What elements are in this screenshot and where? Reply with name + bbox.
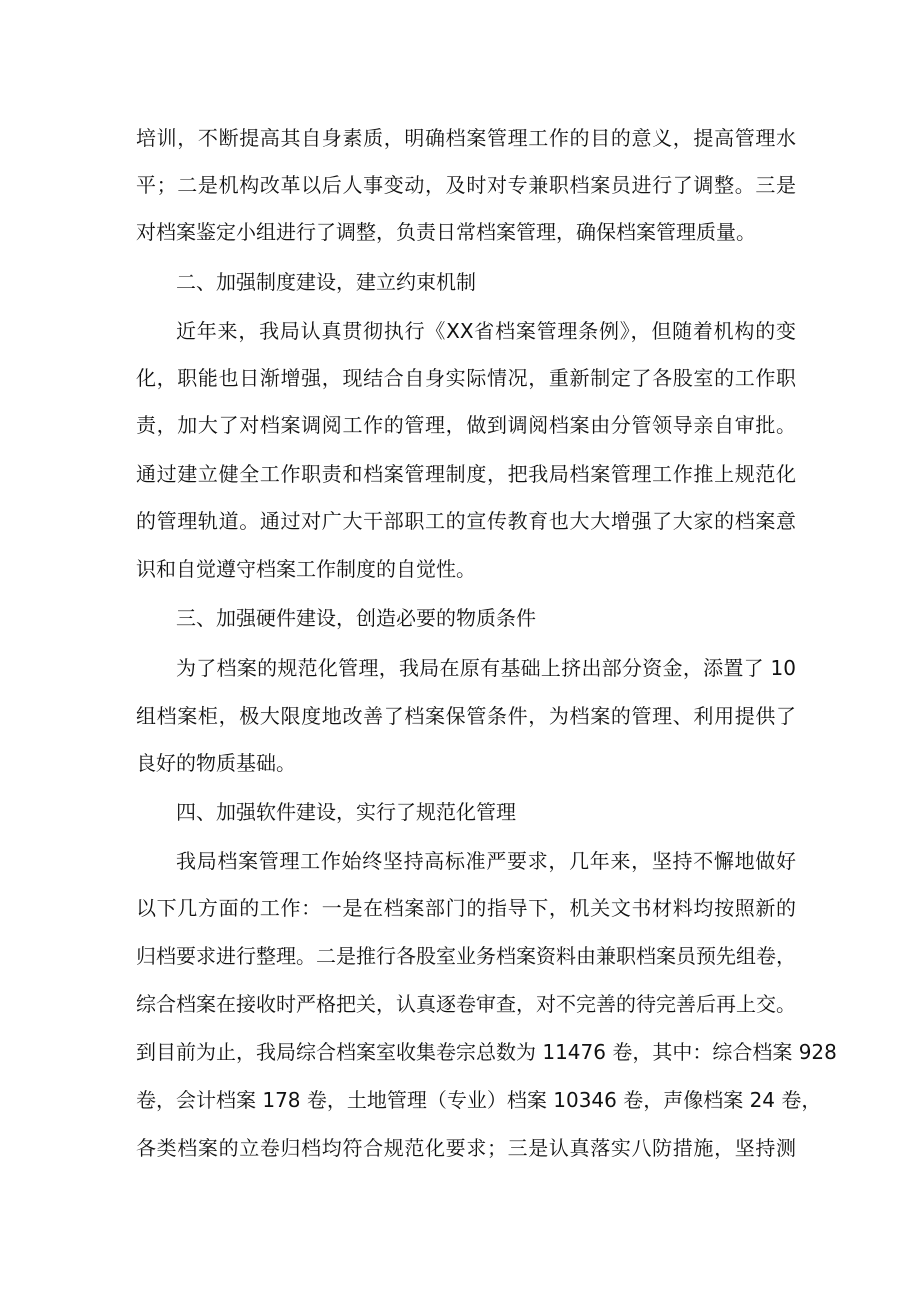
- body-text-line: 为了档案的规范化管理，我局在原有基础上挤出部分资金，添置了 10: [176, 656, 796, 680]
- section-heading-4: 四、加强软件建设，实行了规范化管理: [176, 800, 516, 824]
- body-text-line: 平；二是机构改革以后人事变动，及时对专兼职档案员进行了调整。三是: [136, 173, 796, 197]
- body-text-line: 培训，不断提高其自身素质，明确档案管理工作的目的意义，提高管理水: [136, 126, 796, 150]
- body-text-line: 责，加大了对档案调阅工作的管理，做到调阅档案由分管领导亲自审批。: [136, 413, 796, 437]
- section-heading-2: 二、加强制度建设，建立约束机制: [176, 270, 476, 294]
- body-text-line: 的管理轨道。通过对广大干部职工的宣传教育也大大增强了大家的档案意: [136, 509, 796, 533]
- body-text-line: 以下几方面的工作：一是在档案部门的指导下，机关文书材料均按照新的: [136, 896, 796, 920]
- body-text-line: 对档案鉴定小组进行了调整，负责日常档案管理，确保档案管理质量。: [136, 220, 756, 244]
- section-heading-3: 三、加强硬件建设，创造必要的物质条件: [176, 606, 536, 630]
- body-text-line: 我局档案管理工作始终坚持高标准严要求，几年来，坚持不懈地做好: [176, 849, 796, 873]
- body-text-line: 化，职能也日渐增强，现结合自身实际情况，重新制定了各股室的工作职: [136, 366, 796, 390]
- body-text-line: 识和自觉遵守档案工作制度的自觉性。: [136, 557, 476, 581]
- body-text-line: 通过建立健全工作职责和档案管理制度，把我局档案管理工作推上规范化: [136, 462, 796, 486]
- body-text-line: 到目前为止，我局综合档案室收集卷宗总数为 11476 卷，其中：综合档案 928: [136, 1040, 837, 1064]
- body-text-line: 组档案柜，极大限度地改善了档案保管条件，为档案的管理、利用提供了: [136, 704, 796, 728]
- body-text-line: 综合档案在接收时严格把关，认真逐卷审查，对不完善的待完善后再上交。: [136, 992, 796, 1016]
- body-text-line: 良好的物质基础。: [136, 751, 296, 775]
- body-text-line: 归档要求进行整理。二是推行各股室业务档案资料由兼职档案员预先组卷，: [136, 944, 796, 968]
- body-text-line: 卷，会计档案 178 卷，土地管理（专业）档案 10346 卷，声像档案 24 卷，: [136, 1088, 822, 1112]
- body-text-line: 近年来，我局认真贯彻执行《XX省档案管理条例》，但随着机构的变: [176, 319, 796, 343]
- body-text-line: 各类档案的立卷归档均符合规范化要求；三是认真落实八防措施，坚持测: [136, 1136, 796, 1160]
